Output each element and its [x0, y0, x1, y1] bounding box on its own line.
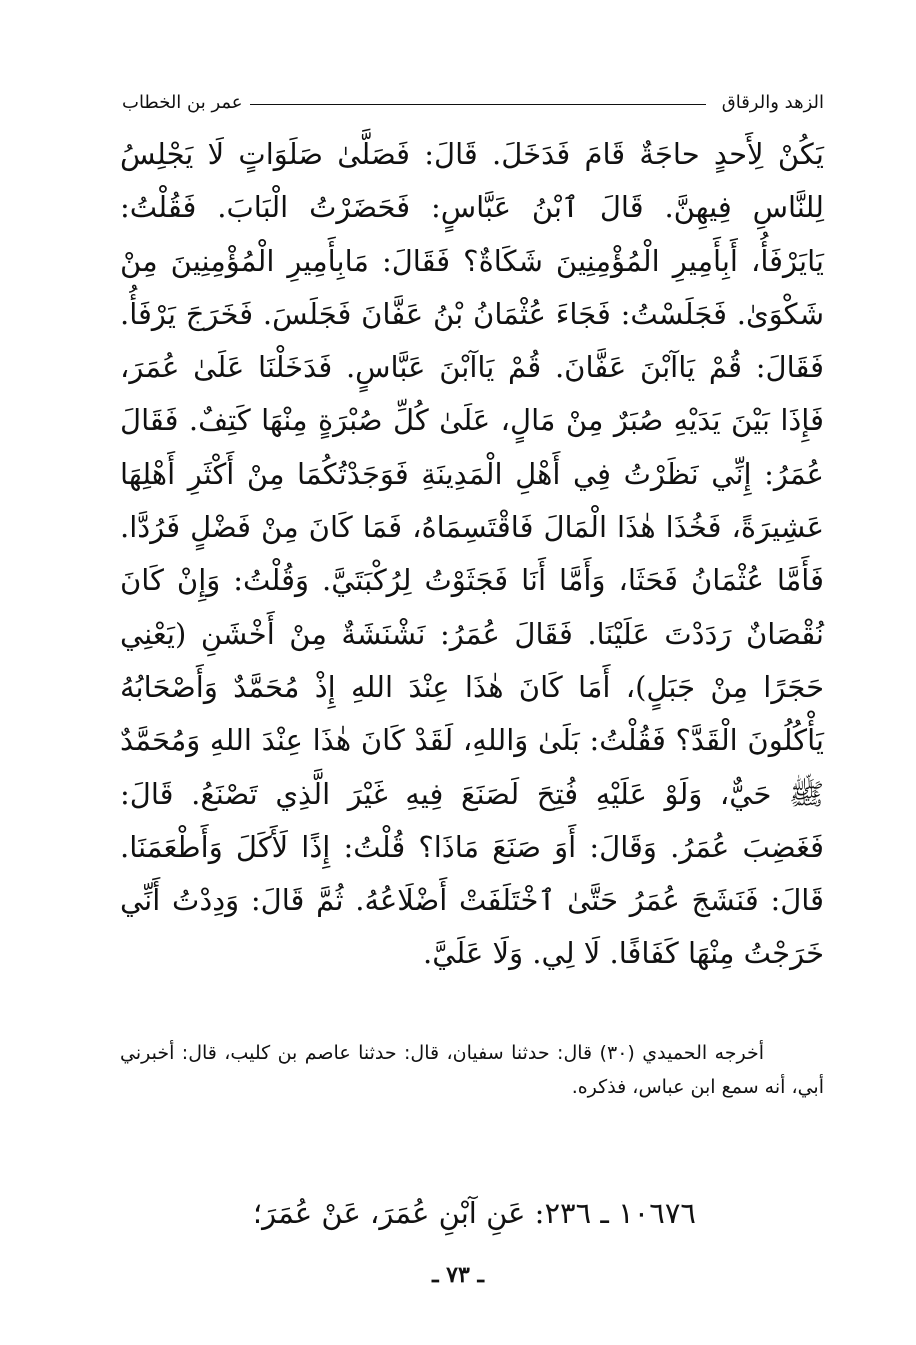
next-hadith-heading: ١٠٦٧٦ ـ ٢٣٦: عَنِ آبْنِ عُمَرَ، عَنْ عُمَرَ؛: [252, 1196, 696, 1230]
takhrij-note: [120, 1036, 824, 1104]
note-paragraph: أخرجه الحميدي (٣٠) قال: حدثنا سفيان، قال: حدثنا عاصم بن كليب، قال: أخبرني أبي، أنه سمع ابن عباس، فذكره.: [120, 1042, 824, 1098]
main-body: [120, 128, 824, 981]
header-rule: [250, 104, 706, 105]
running-header: [122, 92, 824, 120]
page-number: ـ ٧٣ ـ: [432, 1262, 484, 1288]
header-chapter-title: الزهد والرقاق: [721, 92, 824, 113]
header-section-title: عمر بن الخطاب: [122, 92, 243, 113]
main-paragraph: يَكُنْ لِأَحدٍ حاجَةٌ قَامَ فَدَخَلَ. قَالَ: فَصَلَّىٰ صَلَوَاتٍ لَا يَجْلِسُ لِلنَّاسِ فِيهِنَّ. قَالَ ٱبْنُ عَبَّاسٍ: فَحَضَرْتُ الْبَابَ. فَقُلْتُ: يَايَرْفَأُ، أَبِأَمِيرِ الْمُؤْمِنِينَ شَكَاةٌ؟ فَقَالَ: مَابِأَمِيرِ الْمُؤْمِنِينَ مِنْ شَكْوَىٰ. فَجَلَسْتُ: فَجَاءَ عُثْمَانُ بْنُ عَفَّانَ فَجَلَسَ. فَخَرَجَ يَرْفَأُ. فَقَالَ: قُمْ يَاآبْنَ عَفَّانَ. قُمْ يَاآبْنَ عَبَّاسٍ. فَدَخَلْنَا عَلَىٰ عُمَرَ، فَإِذَا بَيْنَ يَدَيْهِ صُبَرٌ مِنْ مَالٍ، عَلَىٰ كُلِّ صُبْرَةٍ مِنْهَا كَتِفٌ. فَقَالَ عُمَرُ: إِنِّي نَظَرْتُ فِي أَهْلِ الْمَدِينَةِ فَوَجَدْتُكُمَا مِنْ أَكْثَرِ أَهْلِهَا عَشِيرَةً، فَخُذَا هٰذَا الْمَالَ فَاقْتَسِمَاهُ، فَمَا كَانَ مِنْ فَضْلٍ فَرُدَّا. فَأَمَّا عُثْمَانُ فَحَثَا، وَأَمَّا أَنَا فَجَثَوْتُ لِرُكْبَتَيَّ. وَقُلْتُ: وَإِنْ كَانَ نُقْصَانٌ رَدَدْتَ عَلَيْنَا. فَقَالَ عُمَرُ: نَشْنَشَةٌ مِنْ أَخْشَنِ (يَعْنِي حَجَرًا مِنْ جَبَلٍ)، أَمَا كَانَ هٰذَا عِنْدَ اللهِ إِذْ مُحَمَّدٌ وَأَصْحَابُهُ يَأْكُلُونَ الْقَدَّ؟ فَقُلْتُ: بَلَىٰ وَاللهِ، لَقَدْ كَانَ هٰذَا عِنْدَ اللهِ وَمُحَمَّدٌ ﷺ حَيٌّ، وَلَوْ عَلَيْهِ فُتِحَ لَصَنَعَ فِيهِ غَيْرَ الَّذِي تَصْنَعُ. قَالَ: فَغَضِبَ عُمَرُ. وَقَالَ: أَوَ صَنَعَ مَاذَا؟ قُلْتُ: إِذًا لَأَكَلَ وَأَطْعَمَنَا. قَالَ: فَنَشَجَ عُمَرُ حَتَّىٰ ٱخْتَلَفَتْ أَضْلَاعُهُ. ثُمَّ قَالَ: وَدِدْتُ أَنِّي خَرَجْتُ مِنْهَا كَفَافًا. لَا لِي. وَلَا عَلَيَّ.: [120, 137, 824, 971]
